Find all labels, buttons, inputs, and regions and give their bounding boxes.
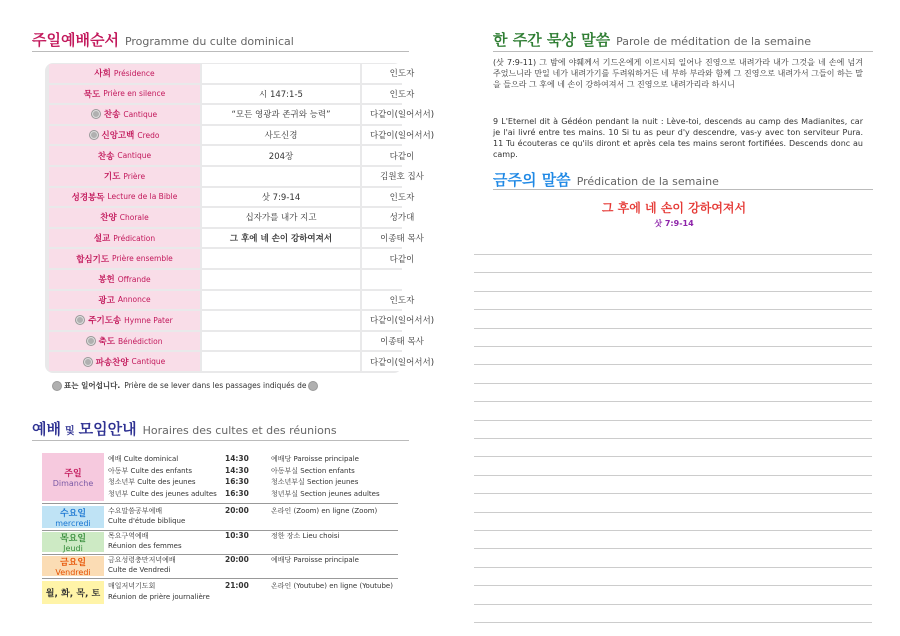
schedule-event: 청소년부 Culte des jeunes [108, 478, 196, 486]
schedule-event: Réunion des femmes [108, 542, 182, 550]
schedule-place: 온라인 (Youtube) en ligne (Youtube) [271, 582, 393, 590]
meditation-title-fr: Parole de méditation de la semaine [616, 35, 811, 48]
order-item-ko: 찬송 [103, 110, 121, 121]
order-item-leader: 다같이(일어서서) [362, 352, 442, 371]
order-item-content: 십자가를 내가 지고 [202, 208, 360, 227]
order-title-ko: 주일예배순서 [32, 31, 119, 49]
note-line [474, 493, 872, 494]
order-row [45, 187, 415, 208]
order-item-leader: 인도자 [362, 85, 442, 104]
order-item-content [202, 311, 360, 330]
schedule-day-ko: 수요일 [59, 509, 87, 519]
note-line [474, 272, 872, 273]
sermon-section-title [493, 169, 719, 190]
schedule-row [42, 580, 398, 605]
schedule-line [108, 581, 398, 592]
order-item [49, 146, 200, 165]
schedule-day [42, 556, 104, 576]
schedule-place: 온라인 (Zoom) en ligne (Zoom) [271, 506, 378, 515]
sermon-title: 그 후에 네 손이 강하여져서 [601, 201, 747, 215]
note-line [474, 456, 872, 457]
order-item-ko: 광고 [98, 295, 115, 306]
stand-note-fr: Prière de se lever dans les passages indiqués de [124, 381, 307, 390]
order-item-ko: 성경봉독 [71, 192, 105, 203]
schedule-line [108, 454, 398, 465]
note-line [474, 346, 872, 347]
order-item-fr: Cantique [131, 357, 166, 367]
order-row [45, 166, 424, 187]
order-item-content [202, 332, 360, 351]
schedule-line [108, 593, 398, 604]
order-item-ko: 설교 [93, 234, 111, 245]
order-item-leader: 다같이(일어서서) [362, 105, 442, 124]
schedule-place: 예배당 Paroisse principale [271, 555, 359, 564]
order-title-rule [32, 51, 409, 52]
order-item-leader: 다같이(일어서서) [362, 126, 442, 145]
order-item-fr: Lecture de la Bible [107, 192, 178, 202]
order-row [45, 351, 435, 372]
order-item [49, 64, 200, 83]
order-item-content [202, 270, 360, 289]
order-item-content [202, 352, 360, 371]
schedule-line [108, 566, 398, 577]
order-item-leader [362, 270, 442, 289]
order-item-fr: Prière en silence [103, 89, 166, 99]
sermon-reference: 삿 7:9-14 [654, 219, 694, 228]
order-row [45, 63, 415, 84]
order-item [49, 167, 200, 186]
order-title-fr: Programme du culte dominical [124, 35, 294, 48]
note-line [474, 567, 872, 568]
schedule-line [108, 531, 398, 542]
schedule-event: 목요구역예배 [108, 531, 149, 540]
order-item [49, 311, 200, 330]
schedule-row [42, 531, 398, 553]
schedule-title-ko2: 모임안내 [78, 420, 137, 438]
order-item-ko: 신앙고백 [101, 131, 135, 142]
schedule-time: 21:00 [225, 581, 249, 590]
order-item-fr: Annonce [117, 295, 151, 305]
order-item-content [202, 167, 360, 186]
order-item [49, 208, 200, 227]
order-item-ko: 찬양 [100, 213, 117, 224]
schedule-event: 예배 Culte dominical [108, 455, 179, 463]
order-item-content: 삿 7:9-14 [202, 188, 360, 207]
order-item-leader: 김원호 집사 [362, 167, 442, 186]
order-item [49, 291, 200, 310]
order-item-leader: 인도자 [362, 64, 442, 83]
schedule-day-fr: Vendredi [55, 568, 91, 577]
order-row [45, 125, 435, 146]
order-item-content [202, 64, 360, 83]
order-item-leader: 이종태 목사 [362, 332, 442, 351]
order-item-fr: Cantique [117, 151, 152, 161]
stand-note-ko: 표는 일어섭니다. [64, 381, 121, 390]
schedule-place: 청소년부실 Section jeunes [271, 478, 359, 486]
order-item-fr: Prière [123, 171, 146, 181]
stand-mark-icon [90, 131, 98, 139]
schedule-day [42, 581, 104, 604]
schedule-line [108, 506, 398, 517]
schedule-line [108, 555, 398, 566]
sermon-title-rule [493, 189, 873, 190]
schedule-row [42, 555, 398, 577]
note-line [474, 438, 872, 439]
order-item-fr: Chorale [119, 212, 149, 222]
schedule-time: 16:30 [225, 477, 249, 486]
note-line [474, 420, 872, 421]
note-line [474, 383, 872, 384]
stand-mark-icon [92, 110, 100, 118]
schedule-event: 매일저녁기도회 [108, 582, 156, 590]
order-item-fr: Cantique [123, 109, 158, 119]
schedule-place: 예배당 Paroisse principale [271, 455, 359, 463]
schedule-divider [42, 578, 398, 579]
order-item-ko: 봉헌 [98, 275, 115, 286]
schedule-day [42, 506, 104, 528]
note-line [474, 309, 872, 310]
stand-mark-icon [84, 358, 92, 366]
order-row [45, 228, 424, 249]
stand-mark-icon [87, 337, 95, 345]
order-item [49, 85, 200, 104]
order-row [45, 269, 402, 290]
order-item-fr: Prédication [113, 233, 156, 243]
stand-mark-icon [309, 382, 317, 390]
order-item-fr: Présidence [113, 68, 155, 78]
note-line [474, 548, 872, 549]
schedule-place: 청년부실 Section jeunes adultes [271, 489, 380, 498]
order-item-ko: 주기도송 [88, 316, 122, 327]
order-item-leader: 이종태 목사 [362, 229, 442, 248]
order-item-fr: Prière ensemble [112, 254, 173, 264]
meditation-section-title [493, 29, 811, 50]
order-of-service-table [45, 63, 435, 373]
order-item-content [202, 291, 360, 310]
note-line [474, 512, 872, 513]
stand-note [50, 380, 320, 391]
order-row [45, 248, 415, 269]
schedule-section-title [32, 418, 337, 439]
order-row [45, 104, 435, 125]
order-item [49, 249, 200, 268]
schedule-title-fr: Horaires des cultes et des réunions [142, 424, 337, 437]
schedule-event: Culte de Vendredi [108, 566, 171, 574]
order-item-leader: 성가대 [362, 208, 442, 227]
schedule-row [42, 505, 398, 529]
schedule-event: Réunion de prière journalière [108, 592, 210, 601]
meditation-title-rule [493, 51, 873, 52]
note-line [474, 291, 872, 292]
sermon-heading-fr: Prédication de la semaine [576, 175, 719, 188]
order-section-title [32, 29, 294, 50]
note-line [474, 475, 872, 476]
order-row [45, 145, 415, 166]
order-item-ko: 기도 [103, 172, 121, 183]
stand-mark-icon [76, 316, 84, 324]
schedule-event: Culte d'étude biblique [108, 517, 186, 525]
schedule-day-ko: 월, 화, 목, 토 [45, 589, 101, 599]
note-line [474, 364, 872, 365]
schedule-time: 14:30 [225, 465, 249, 475]
order-item [49, 352, 200, 371]
order-item-fr: Credo [137, 130, 160, 140]
sermon-heading-ko: 금주의 말씀 [493, 171, 571, 189]
schedule-row [42, 452, 398, 502]
schedule-place: 정한 장소 Lieu choisi [271, 531, 340, 540]
note-line [474, 254, 872, 255]
order-item [49, 270, 200, 289]
order-row [45, 331, 424, 352]
order-item-ko: 합심기도 [76, 254, 110, 265]
note-line [474, 622, 872, 623]
order-row [45, 207, 415, 228]
schedule-line [108, 477, 398, 488]
schedule-title-rule [32, 440, 409, 441]
order-item-ko: 묵도 [83, 89, 101, 100]
schedule-line [108, 542, 398, 553]
schedule-title-and: 및 [64, 426, 75, 437]
schedule-time: 20:00 [225, 505, 249, 515]
order-item-content: 204장 [202, 146, 360, 165]
order-item [49, 188, 200, 207]
schedule-event: 금요성령충만저녁예배 [108, 555, 176, 564]
order-item [49, 332, 200, 351]
meditation-text-french: 9 L'Eternel dit à Gédéon pendant la nuit : Lève-toi, descends au camp des Madianites, car je l'ai livré entre tes mains. 10 Si tu as peur d'y descendre, vas-y avec ton serviteur Pura. 11 Tu écouteras ce qu'ils diront et après cela tes mains seront fortifiées. Descends donc au camp. [493, 117, 863, 159]
schedule-line [108, 517, 398, 528]
schedule-time: 14:30 [225, 454, 249, 463]
schedule-day [42, 453, 104, 501]
schedule-title-ko: 예배 [32, 420, 61, 438]
order-item-ko: 축도 [98, 337, 115, 348]
schedule-time: 16:30 [225, 488, 249, 498]
order-item-fr: Bénédiction [117, 336, 163, 346]
order-row [45, 290, 415, 311]
order-item-content: 그 후에 네 손이 강하여져서 [202, 229, 360, 248]
order-item-fr: Offrande [117, 274, 151, 284]
schedule-line [108, 489, 398, 500]
schedule-day-fr: mercredi [55, 519, 91, 528]
order-item-fr: Hymne Pater [124, 315, 173, 325]
order-item-content: 시 147:1-5 [202, 85, 360, 104]
order-item-content: “모든 영광과 존귀와 능력” [202, 105, 360, 124]
schedule-day-ko: 주일 [64, 469, 82, 479]
schedule-day-ko: 목요일 [59, 534, 87, 544]
note-line [474, 401, 872, 402]
order-item-ko: 찬송 [97, 151, 115, 162]
schedule-day-ko: 금요일 [59, 558, 87, 568]
schedule-day [42, 532, 104, 552]
order-item-content [202, 249, 360, 268]
order-item [49, 229, 200, 248]
order-item [49, 126, 200, 145]
note-line [474, 530, 872, 531]
order-item-leader: 인도자 [362, 291, 442, 310]
note-line [474, 328, 872, 329]
schedule-day-fr: Dimanche [52, 479, 94, 488]
order-item-leader: 다같이(일어서서) [362, 311, 442, 330]
note-line [474, 585, 872, 586]
note-line [474, 604, 872, 605]
order-item [49, 105, 200, 124]
meditation-text-korean: (삿 7:9-11) 그 밤에 야훼께서 기드온에게 이르시되 일어나 진영으로 내려가라 내가 그것을 네 손에 넘겨 주었느니라 만일 네가 내려가기를 두려워하거든 네 부하 부라와 함께 그 진영으로 내려가서 그들이 하는 말을 들으라 그 후에 네 손이 강하여져서 그 진영으로 내려가리라 하시니 [493, 58, 863, 89]
schedule-event: 청년부 Culte des jeunes adultes [108, 489, 217, 498]
order-item-leader: 인도자 [362, 188, 442, 207]
schedule-time: 10:30 [225, 530, 249, 540]
order-item-ko: 사회 [94, 69, 111, 80]
schedule-place: 아동부실 Section enfants [271, 466, 355, 475]
schedule-day-fr: Jeudi [63, 544, 83, 553]
order-row [45, 84, 415, 105]
meditation-title-ko: 한 주간 묵상 말씀 [493, 31, 611, 49]
stand-mark-icon [53, 382, 61, 390]
order-item-leader: 다같이 [362, 146, 442, 165]
schedule-line [108, 466, 398, 477]
order-item-content: 사도신경 [202, 126, 360, 145]
schedule-event: 수요말씀공부예배 [108, 506, 163, 515]
order-item-leader: 다같이 [362, 249, 442, 268]
order-row [45, 310, 435, 331]
schedule-divider [42, 503, 398, 504]
schedule-event: 아동부 Culte des enfants [108, 466, 193, 475]
schedule-time: 20:00 [225, 554, 249, 564]
order-item-ko: 파송찬양 [95, 357, 129, 368]
